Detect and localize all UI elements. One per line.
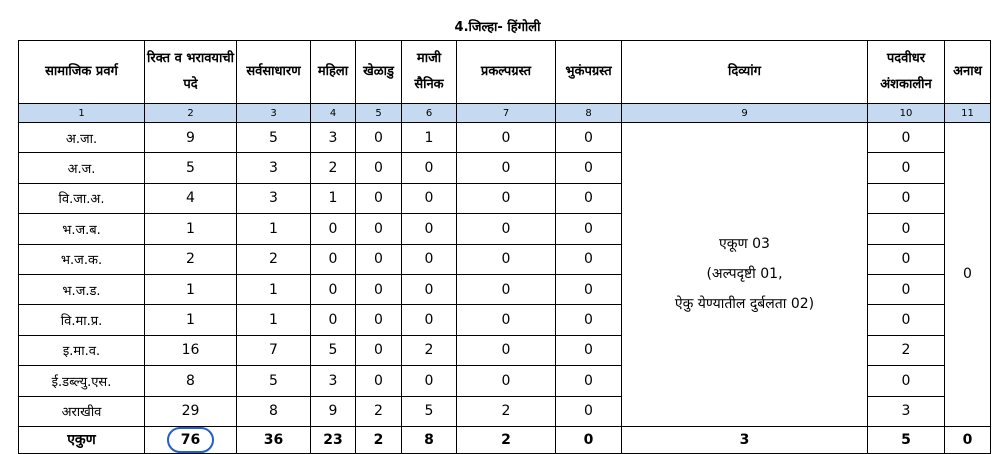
- header-cell: माजी सैनिक: [402, 41, 457, 104]
- vacancies-cell: 1: [145, 214, 237, 244]
- category-cell: अराखीव: [19, 396, 145, 426]
- category-cell: इ.मा.व.: [19, 335, 145, 365]
- earthquake-affected-cell: 0: [556, 214, 622, 244]
- project-affected-cell: 0: [457, 244, 556, 274]
- project-affected-cell: 0: [457, 305, 556, 335]
- ex-servicemen-cell: 1: [402, 123, 457, 153]
- project-affected-cell: 2: [457, 396, 556, 426]
- divyang-line: (अल्पदृष्टी 01,: [706, 266, 783, 283]
- page-title: 4.जिल्हा- हिंगोली: [454, 20, 541, 35]
- general-cell: 5: [237, 123, 311, 153]
- vacancies-cell: 9: [145, 123, 237, 153]
- divyang-merged-cell: [622, 123, 868, 427]
- header-row: [19, 41, 991, 104]
- ex-servicemen-cell: 0: [402, 244, 457, 274]
- graduate-part-time-cell: 0: [868, 123, 945, 153]
- project-affected-cell: 0: [457, 274, 556, 304]
- ex-servicemen-cell: 0: [402, 214, 457, 244]
- sports-cell: 0: [356, 244, 402, 274]
- earthquake-affected-cell: 0: [556, 153, 622, 183]
- column-number: 9: [622, 104, 868, 123]
- graduate-part-time-cell: 0: [868, 183, 945, 213]
- total-graduate-part-time-cell: 5: [868, 426, 945, 453]
- header-cell: सामाजिक प्रवर्ग: [19, 41, 145, 104]
- project-affected-cell: 0: [457, 123, 556, 153]
- ex-servicemen-cell: 2: [402, 335, 457, 365]
- general-cell: 3: [237, 183, 311, 213]
- vacancies-cell: 29: [145, 396, 237, 426]
- total-sports-cell: 2: [356, 426, 402, 453]
- project-affected-cell: 0: [457, 335, 556, 365]
- column-number: 6: [402, 104, 457, 123]
- category-cell: वि.जा.अ.: [19, 183, 145, 213]
- ex-servicemen-cell: 0: [402, 305, 457, 335]
- sports-cell: 0: [356, 335, 402, 365]
- sports-cell: 0: [356, 153, 402, 183]
- table-row: [19, 123, 991, 153]
- column-number: 8: [556, 104, 622, 123]
- women-cell: 0: [311, 244, 356, 274]
- vacancies-cell: 2: [145, 244, 237, 274]
- graduate-part-time-cell: 0: [868, 244, 945, 274]
- earthquake-affected-cell: 0: [556, 274, 622, 304]
- header-cell: रिक्त व भरावयाची पदे: [145, 41, 237, 104]
- orphan-merged-cell: 0: [945, 123, 991, 427]
- header-cell: पदवीधर अंशकालीन: [868, 41, 945, 104]
- sports-cell: 0: [356, 183, 402, 213]
- column-number: 11: [945, 104, 991, 123]
- vacancies-cell: 1: [145, 274, 237, 304]
- total-row: [19, 426, 991, 453]
- earthquake-affected-cell: 0: [556, 396, 622, 426]
- vacancies-cell: 16: [145, 335, 237, 365]
- column-number: 4: [311, 104, 356, 123]
- project-affected-cell: 0: [457, 183, 556, 213]
- vacancy-table: [18, 40, 991, 454]
- total-orphan-cell: 0: [945, 426, 991, 453]
- graduate-part-time-cell: 0: [868, 214, 945, 244]
- header-cell: दिव्यांग: [622, 41, 868, 104]
- women-cell: 0: [311, 305, 356, 335]
- vacancies-cell: 5: [145, 153, 237, 183]
- circled-total-vacancies: 76: [167, 427, 214, 453]
- earthquake-affected-cell: 0: [556, 123, 622, 153]
- women-cell: 9: [311, 396, 356, 426]
- graduate-part-time-cell: 0: [868, 305, 945, 335]
- general-cell: 1: [237, 305, 311, 335]
- graduate-part-time-cell: 0: [868, 153, 945, 183]
- column-number: 1: [19, 104, 145, 123]
- total-earthquake-affected-cell: 0: [556, 426, 622, 453]
- header-cell: प्रकल्पग्रस्त: [457, 41, 556, 104]
- divyang-line: ऐकु येण्यातील दुर्बलता 02): [674, 296, 815, 313]
- sports-cell: 0: [356, 366, 402, 396]
- column-number: 2: [145, 104, 237, 123]
- total-women-cell: 23: [311, 426, 356, 453]
- vacancies-cell: 1: [145, 305, 237, 335]
- vacancies-cell: 8: [145, 366, 237, 396]
- category-cell: ई.डब्ल्यु.एस.: [19, 366, 145, 396]
- general-cell: 3: [237, 153, 311, 183]
- sports-cell: 2: [356, 396, 402, 426]
- sports-cell: 0: [356, 123, 402, 153]
- earthquake-affected-cell: 0: [556, 335, 622, 365]
- women-cell: 0: [311, 214, 356, 244]
- total-vacancies-cell: [145, 426, 237, 453]
- graduate-part-time-cell: 0: [868, 366, 945, 396]
- earthquake-affected-cell: 0: [556, 244, 622, 274]
- graduate-part-time-cell: 3: [868, 396, 945, 426]
- women-cell: 0: [311, 274, 356, 304]
- divyang-line: एकूण 03: [719, 236, 770, 253]
- sports-cell: 0: [356, 305, 402, 335]
- header-cell: भुकंपग्रस्त: [556, 41, 622, 104]
- total-project-affected-cell: 2: [457, 426, 556, 453]
- sports-cell: 0: [356, 214, 402, 244]
- category-cell: अ.ज.: [19, 153, 145, 183]
- category-cell: वि.मा.प्र.: [19, 305, 145, 335]
- general-cell: 2: [237, 244, 311, 274]
- category-cell: भ.ज.ड.: [19, 274, 145, 304]
- earthquake-affected-cell: 0: [556, 305, 622, 335]
- category-cell: अ.जा.: [19, 123, 145, 153]
- general-cell: 7: [237, 335, 311, 365]
- sports-cell: 0: [356, 274, 402, 304]
- column-number-row: [19, 104, 991, 123]
- women-cell: 3: [311, 123, 356, 153]
- ex-servicemen-cell: 0: [402, 274, 457, 304]
- total-divyang-cell: 3: [622, 426, 868, 453]
- general-cell: 8: [237, 396, 311, 426]
- column-number: 3: [237, 104, 311, 123]
- column-number: 7: [457, 104, 556, 123]
- graduate-part-time-cell: 0: [868, 274, 945, 304]
- ex-servicemen-cell: 0: [402, 183, 457, 213]
- category-cell: भ.ज.ब.: [19, 214, 145, 244]
- general-cell: 1: [237, 274, 311, 304]
- earthquake-affected-cell: 0: [556, 183, 622, 213]
- general-cell: 1: [237, 214, 311, 244]
- women-cell: 5: [311, 335, 356, 365]
- header-cell: अनाथ: [945, 41, 991, 104]
- column-number: 5: [356, 104, 402, 123]
- earthquake-affected-cell: 0: [556, 366, 622, 396]
- total-label: एकुण: [19, 426, 145, 453]
- total-ex-servicemen-cell: 8: [402, 426, 457, 453]
- women-cell: 2: [311, 153, 356, 183]
- ex-servicemen-cell: 0: [402, 366, 457, 396]
- graduate-part-time-cell: 2: [868, 335, 945, 365]
- project-affected-cell: 0: [457, 153, 556, 183]
- total-general-cell: 36: [237, 426, 311, 453]
- ex-servicemen-cell: 0: [402, 153, 457, 183]
- header-cell: सर्वसाधारण: [237, 41, 311, 104]
- women-cell: 3: [311, 366, 356, 396]
- header-cell: महिला: [311, 41, 356, 104]
- project-affected-cell: 0: [457, 214, 556, 244]
- vacancies-cell: 4: [145, 183, 237, 213]
- general-cell: 5: [237, 366, 311, 396]
- header-cell: खेळाडु: [356, 41, 402, 104]
- category-cell: भ.ज.क.: [19, 244, 145, 274]
- project-affected-cell: 0: [457, 366, 556, 396]
- column-number: 10: [868, 104, 945, 123]
- women-cell: 1: [311, 183, 356, 213]
- ex-servicemen-cell: 5: [402, 396, 457, 426]
